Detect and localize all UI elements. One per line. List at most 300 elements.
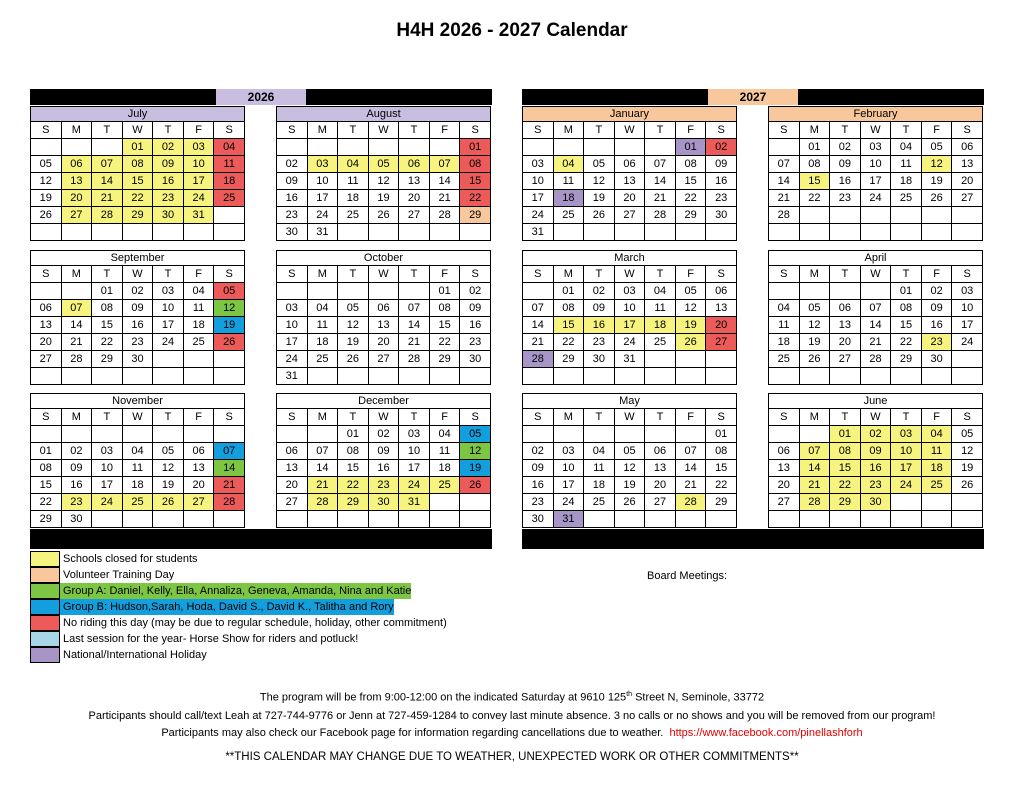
day-cell: 18 — [891, 173, 922, 190]
day-cell — [399, 511, 430, 528]
day-cell — [952, 368, 983, 385]
day-cell: 05 — [584, 156, 615, 173]
day-cell: 08 — [31, 460, 62, 477]
week-row — [769, 207, 983, 224]
day-cell: 11 — [214, 156, 245, 173]
weekday-header: T — [891, 409, 922, 426]
day-cell — [706, 511, 737, 528]
week-row — [31, 283, 245, 300]
day-cell — [92, 426, 123, 443]
day-cell: 30 — [460, 351, 491, 368]
day-cell — [830, 207, 861, 224]
day-cell: 02 — [921, 283, 952, 300]
weekday-header: T — [399, 122, 430, 139]
day-cell: 14 — [92, 173, 123, 190]
day-cell: 31 — [614, 351, 645, 368]
day-cell — [614, 139, 645, 156]
day-cell: 09 — [706, 156, 737, 173]
day-cell: 08 — [706, 443, 737, 460]
week-row — [31, 426, 245, 443]
month-grid — [276, 265, 491, 385]
weekday-header: W — [614, 266, 645, 283]
day-cell: 02 — [860, 426, 891, 443]
day-cell: 13 — [952, 156, 983, 173]
day-cell: 01 — [92, 283, 123, 300]
day-cell: 09 — [830, 156, 861, 173]
weekday-header: T — [153, 409, 184, 426]
weekday-header: M — [307, 409, 338, 426]
weekday-header: W — [614, 409, 645, 426]
day-cell — [952, 224, 983, 241]
week-row — [31, 300, 245, 317]
day-cell: 21 — [799, 477, 830, 494]
day-cell — [645, 224, 676, 241]
day-cell — [799, 368, 830, 385]
day-cell: 21 — [429, 190, 460, 207]
facebook-link[interactable]: https://www.facebook.com/pinellashforh — [669, 727, 863, 739]
day-cell — [31, 426, 62, 443]
day-cell — [338, 283, 369, 300]
day-cell: 13 — [399, 173, 430, 190]
day-cell: 31 — [399, 494, 430, 511]
week-row — [31, 460, 245, 477]
day-cell: 31 — [553, 511, 584, 528]
legend-item — [30, 647, 447, 663]
day-cell: 25 — [921, 477, 952, 494]
day-cell — [921, 368, 952, 385]
day-cell — [31, 224, 62, 241]
weekday-header: S — [31, 266, 62, 283]
day-cell: 31 — [277, 368, 308, 385]
day-cell — [153, 511, 184, 528]
day-cell: 07 — [61, 300, 92, 317]
day-cell: 07 — [523, 300, 554, 317]
weekday-header: F — [429, 409, 460, 426]
week-row — [31, 368, 245, 385]
week-row — [523, 494, 737, 511]
day-cell: 01 — [553, 283, 584, 300]
day-cell: 05 — [338, 300, 369, 317]
month-grid — [276, 121, 491, 241]
day-cell: 24 — [153, 334, 184, 351]
day-cell — [830, 368, 861, 385]
day-cell: 14 — [399, 317, 430, 334]
footer-line3-text: Participants may also check our Facebook page for information regarding cancellations due to weather. — [161, 727, 664, 739]
day-cell — [122, 426, 153, 443]
legend-swatch — [30, 567, 60, 583]
weekday-header: W — [860, 122, 891, 139]
day-cell: 22 — [429, 334, 460, 351]
weekday-header: T — [153, 122, 184, 139]
legend-swatch — [30, 647, 60, 663]
day-cell: 11 — [645, 300, 676, 317]
day-cell: 02 — [61, 443, 92, 460]
day-cell: 10 — [92, 460, 123, 477]
weekday-header: S — [31, 409, 62, 426]
legend-item — [30, 631, 447, 647]
day-cell: 07 — [769, 156, 800, 173]
day-cell: 08 — [429, 300, 460, 317]
day-cell — [31, 283, 62, 300]
weekday-header: W — [860, 266, 891, 283]
day-cell — [553, 368, 584, 385]
day-cell: 04 — [769, 300, 800, 317]
day-cell: 26 — [31, 207, 62, 224]
week-row — [523, 511, 737, 528]
day-cell — [553, 224, 584, 241]
day-cell: 25 — [122, 494, 153, 511]
weekday-header: S — [952, 409, 983, 426]
week-row — [523, 300, 737, 317]
day-cell — [523, 368, 554, 385]
day-cell — [645, 351, 676, 368]
week-row — [31, 351, 245, 368]
month-name: June — [768, 393, 983, 408]
day-cell: 06 — [31, 300, 62, 317]
weekday-header: S — [31, 122, 62, 139]
day-cell — [61, 139, 92, 156]
day-cell: 11 — [584, 460, 615, 477]
month-grid — [522, 265, 737, 385]
day-cell: 17 — [92, 477, 123, 494]
weekday-header: F — [183, 266, 214, 283]
month-name: December — [276, 393, 491, 408]
legend-item — [30, 583, 447, 599]
day-cell: 15 — [460, 173, 491, 190]
week-row — [277, 477, 491, 494]
day-cell — [307, 426, 338, 443]
day-cell: 30 — [122, 351, 153, 368]
month-february — [768, 106, 983, 241]
day-cell: 17 — [277, 334, 308, 351]
day-cell: 06 — [769, 443, 800, 460]
weekday-header: T — [338, 122, 369, 139]
day-cell: 09 — [61, 460, 92, 477]
day-cell: 04 — [553, 156, 584, 173]
day-cell: 17 — [399, 460, 430, 477]
day-cell: 07 — [399, 300, 430, 317]
day-cell — [153, 224, 184, 241]
weekday-header: T — [92, 409, 123, 426]
weekday-header: S — [769, 266, 800, 283]
week-row — [31, 317, 245, 334]
day-cell: 30 — [523, 511, 554, 528]
day-cell: 08 — [338, 443, 369, 460]
day-cell: 28 — [429, 207, 460, 224]
day-cell — [952, 511, 983, 528]
day-cell: 27 — [706, 334, 737, 351]
day-cell: 22 — [31, 494, 62, 511]
day-cell: 18 — [183, 317, 214, 334]
week-row — [769, 317, 983, 334]
day-cell — [769, 283, 800, 300]
day-cell: 07 — [860, 300, 891, 317]
day-cell: 18 — [214, 173, 245, 190]
month-name: May — [522, 393, 737, 408]
day-cell: 07 — [799, 443, 830, 460]
day-cell — [307, 511, 338, 528]
day-cell: 27 — [830, 351, 861, 368]
week-row — [277, 351, 491, 368]
day-cell: 25 — [769, 351, 800, 368]
day-cell: 29 — [31, 511, 62, 528]
day-cell: 20 — [399, 190, 430, 207]
week-row — [769, 351, 983, 368]
day-cell — [584, 224, 615, 241]
day-cell: 27 — [645, 494, 676, 511]
weekday-header: S — [460, 409, 491, 426]
month-name: April — [768, 250, 983, 265]
weekday-header: T — [399, 409, 430, 426]
day-cell: 25 — [584, 494, 615, 511]
week-row — [769, 334, 983, 351]
day-cell: 02 — [460, 283, 491, 300]
day-cell — [399, 224, 430, 241]
week-row — [277, 300, 491, 317]
month-grid — [30, 408, 245, 528]
year-label-2026: 2026 — [216, 89, 306, 105]
week-row — [277, 511, 491, 528]
day-cell: 09 — [153, 156, 184, 173]
day-cell: 24 — [553, 494, 584, 511]
week-row — [277, 334, 491, 351]
weekday-header: M — [799, 122, 830, 139]
weekday-header: S — [952, 266, 983, 283]
legend-text: Last session for the year- Horse Show for riders and potluck! — [63, 633, 359, 645]
month-grid — [768, 265, 983, 385]
footer-line1-a: The program will be from 9:00-12:00 on the indicated Saturday at 9610 125 — [259, 691, 627, 704]
weekday-header: S — [214, 409, 245, 426]
day-cell: 03 — [277, 300, 308, 317]
day-cell — [277, 511, 308, 528]
day-cell — [153, 426, 184, 443]
day-cell — [460, 494, 491, 511]
day-cell: 07 — [645, 156, 676, 173]
day-cell: 29 — [891, 351, 922, 368]
day-cell: 10 — [614, 300, 645, 317]
day-cell: 17 — [153, 317, 184, 334]
day-cell: 05 — [799, 300, 830, 317]
day-cell — [307, 139, 338, 156]
week-row — [523, 139, 737, 156]
legend-text: Group B: Hudson,Sarah, Hoda, David S., David K., Talitha and Rory — [60, 599, 394, 615]
weekday-header: T — [584, 409, 615, 426]
day-cell: 24 — [307, 207, 338, 224]
month-january — [522, 106, 737, 241]
day-cell: 09 — [277, 173, 308, 190]
day-cell: 21 — [860, 334, 891, 351]
month-april — [768, 250, 983, 385]
weekday-header: S — [460, 122, 491, 139]
month-grid — [30, 265, 245, 385]
day-cell — [31, 139, 62, 156]
week-row — [523, 190, 737, 207]
weekday-header: T — [645, 266, 676, 283]
day-cell — [553, 139, 584, 156]
weekday-header: T — [92, 122, 123, 139]
weekday-header: W — [368, 266, 399, 283]
day-cell: 18 — [584, 477, 615, 494]
weekday-header: M — [61, 122, 92, 139]
day-cell: 24 — [277, 351, 308, 368]
week-row — [769, 511, 983, 528]
day-cell: 19 — [338, 334, 369, 351]
weekday-header: T — [584, 122, 615, 139]
month-name: March — [522, 250, 737, 265]
day-cell: 03 — [891, 426, 922, 443]
day-cell: 21 — [92, 190, 123, 207]
day-cell — [368, 224, 399, 241]
day-cell: 28 — [92, 207, 123, 224]
week-row — [769, 190, 983, 207]
day-cell — [769, 368, 800, 385]
day-cell: 29 — [460, 207, 491, 224]
day-cell — [891, 368, 922, 385]
day-cell — [769, 139, 800, 156]
week-row — [31, 477, 245, 494]
day-cell: 09 — [122, 300, 153, 317]
week-row — [769, 426, 983, 443]
day-cell: 24 — [891, 477, 922, 494]
day-cell — [338, 224, 369, 241]
day-cell: 30 — [277, 224, 308, 241]
day-cell: 09 — [523, 460, 554, 477]
legend-item — [30, 599, 447, 615]
day-cell: 02 — [830, 139, 861, 156]
day-cell: 08 — [553, 300, 584, 317]
day-cell: 24 — [183, 190, 214, 207]
day-cell: 05 — [153, 443, 184, 460]
day-cell: 31 — [307, 224, 338, 241]
day-cell: 08 — [92, 300, 123, 317]
day-cell — [122, 511, 153, 528]
day-cell: 23 — [523, 494, 554, 511]
day-cell: 21 — [523, 334, 554, 351]
week-row — [523, 477, 737, 494]
day-cell: 22 — [799, 190, 830, 207]
week-row — [769, 156, 983, 173]
day-cell: 16 — [830, 173, 861, 190]
day-cell — [92, 224, 123, 241]
board-meetings-label: Board Meetings: — [647, 570, 728, 582]
day-cell: 18 — [645, 317, 676, 334]
day-cell: 21 — [769, 190, 800, 207]
weekday-header: W — [860, 409, 891, 426]
day-cell: 26 — [675, 334, 706, 351]
day-cell: 09 — [860, 443, 891, 460]
day-cell — [214, 224, 245, 241]
day-cell: 22 — [675, 190, 706, 207]
day-cell — [61, 426, 92, 443]
day-cell: 19 — [952, 460, 983, 477]
day-cell: 18 — [429, 460, 460, 477]
day-cell: 16 — [368, 460, 399, 477]
day-cell: 13 — [706, 300, 737, 317]
day-cell: 28 — [769, 207, 800, 224]
day-cell: 26 — [921, 190, 952, 207]
day-cell: 11 — [891, 156, 922, 173]
day-cell: 27 — [769, 494, 800, 511]
day-cell: 14 — [214, 460, 245, 477]
day-cell: 24 — [952, 334, 983, 351]
day-cell — [183, 224, 214, 241]
month-may — [522, 393, 737, 528]
day-cell: 26 — [799, 351, 830, 368]
weekday-header: T — [830, 266, 861, 283]
legend-text: No riding this day (may be due to regular schedule, holiday, other commitment) — [63, 617, 447, 629]
weekday-header: T — [584, 266, 615, 283]
day-cell: 08 — [675, 156, 706, 173]
day-cell: 22 — [460, 190, 491, 207]
day-cell — [799, 207, 830, 224]
day-cell — [891, 494, 922, 511]
footer-disclaimer: **THIS CALENDAR MAY CHANGE DUE TO WEATHER, UNEXPECTED WORK OR OTHER COMMITMENTS** — [225, 751, 799, 763]
weekday-header: T — [92, 266, 123, 283]
day-cell: 11 — [769, 317, 800, 334]
day-cell: 13 — [769, 460, 800, 477]
day-cell: 21 — [645, 190, 676, 207]
day-cell — [614, 426, 645, 443]
weekday-header: F — [921, 122, 952, 139]
day-cell — [584, 426, 615, 443]
weekday-header: S — [277, 409, 308, 426]
day-cell — [460, 224, 491, 241]
day-cell: 06 — [399, 156, 430, 173]
month-august — [276, 106, 491, 241]
day-cell: 13 — [61, 173, 92, 190]
day-cell: 15 — [830, 460, 861, 477]
day-cell: 30 — [706, 207, 737, 224]
day-cell: 10 — [952, 300, 983, 317]
day-cell: 31 — [523, 224, 554, 241]
week-row — [523, 351, 737, 368]
week-row — [277, 139, 491, 156]
day-cell: 27 — [183, 494, 214, 511]
day-cell: 12 — [952, 443, 983, 460]
day-cell: 18 — [122, 477, 153, 494]
week-row — [769, 283, 983, 300]
day-cell — [523, 426, 554, 443]
day-cell: 04 — [584, 443, 615, 460]
weekday-header: W — [368, 122, 399, 139]
day-cell — [183, 511, 214, 528]
weekday-header: S — [523, 122, 554, 139]
day-cell: 28 — [645, 207, 676, 224]
month-name: September — [30, 250, 245, 265]
day-cell — [61, 368, 92, 385]
day-cell: 19 — [214, 317, 245, 334]
weekday-header: T — [830, 122, 861, 139]
day-cell: 15 — [92, 317, 123, 334]
day-cell — [183, 368, 214, 385]
legend-swatch — [30, 551, 60, 567]
day-cell: 29 — [706, 494, 737, 511]
day-cell: 02 — [153, 139, 184, 156]
weekday-header: T — [645, 409, 676, 426]
week-row — [769, 224, 983, 241]
month-grid — [522, 121, 737, 241]
weekday-header: T — [338, 409, 369, 426]
day-cell: 31 — [183, 207, 214, 224]
day-cell: 08 — [460, 156, 491, 173]
week-row — [769, 300, 983, 317]
day-cell: 19 — [614, 477, 645, 494]
weekday-header: W — [122, 266, 153, 283]
week-row — [523, 207, 737, 224]
day-cell: 24 — [523, 207, 554, 224]
day-cell — [706, 368, 737, 385]
day-cell — [584, 511, 615, 528]
